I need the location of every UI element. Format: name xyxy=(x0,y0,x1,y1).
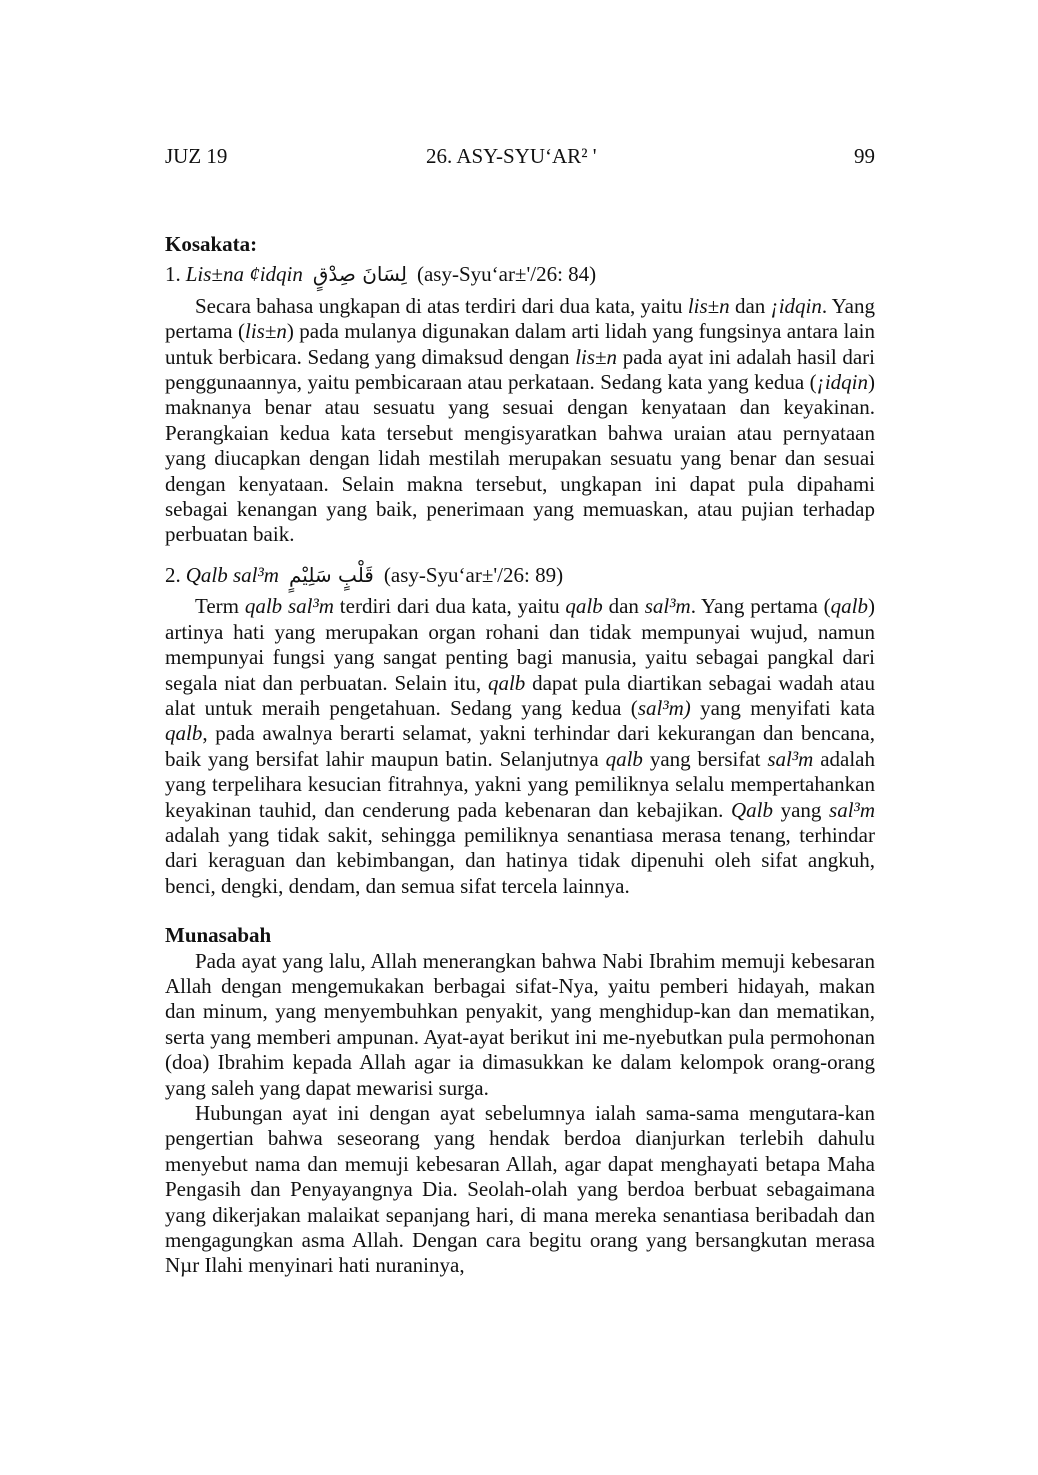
vocab-paragraph-1: Secara bahasa ungkapan di atas terdiri dari dua kata, yaitu lis±n dan ¡idqin. Yang pertama (lis±n) pada mulanya digunakan dalam arti lidah yang fungsinya antara lain untuk berbicara. Sedang yang dimaksud dengan lis±n pada ayat ini adalah hasil dari penggunaannya, yaitu pembicaraan atau perkataan. Sedang kata yang kedua (¡idqin) maknanya benar atau sesuatu yang sesuai dengan kenyataan dan keyakinan. Perangkaian kedua kata tersebut mengisyaratkan bahwa uraian atau pernyataan yang diucapkan dengan lidah mestilah merupakan sesuatu yang benar dan sesuai dengan kenyataan. Selain makna tersebut, ungkapan ini dapat pula dipahami sebagai kenangan yang baik, penerimaan yang memuaskan, atau pujian terhadap perbuatan baik. xyxy=(165,293,875,547)
term-reference: (asy-Syu‘ar±'/26: 89) xyxy=(383,562,564,587)
juz-label: JUZ 19 xyxy=(165,144,228,168)
page-header xyxy=(165,144,875,174)
term-transliteration: Lis±na ¢idqin xyxy=(185,262,303,287)
munasabah-paragraph-2: Hubungan ayat ini dengan ayat sebelumnya ialah sama-sama mengutara-kan pengertian bahwa seseorang yang hendak berdoa dianjurkan terlebih dahulu menyebut nama dan memuji kebesaran Allah, agar dapat menghayati betapa Maha Pengasih dan Penyayangnya Dia. Seolah-olah yang berdoa berbuat sebagaimana yang dikerjakan malaikat sepanjang hari, di mana mereka senantiasa beribadah dan mengagungkan asma Allah. Dengan cara begitu orang yang bersangkutan merasa Nµr Ilahi menyinari hati nuraninya, xyxy=(165,1101,875,1278)
munasabah-heading: Munasabah xyxy=(165,923,272,948)
term-arabic: قَلْبٍ سَلِيْمٍ xyxy=(288,562,374,587)
munasabah-paragraph-1: Pada ayat yang lalu, Allah menerangkan bahwa Nabi Ibrahim memuji kebesaran Allah dengan mengemukakan berbagai sifat-Nya, yaitu pemberi hidayah, makan dan minum, yang menyembuhkan penyakit, yang menghidup-kan dan mematikan, serta yang memberi ampunan. Ayat-ayat berikut ini me-nyebutkan pula permohonan (doa) Ibrahim kepada Allah agar ia dimasukkan ke dalam kelompok orang-orang yang saleh yang dapat mewarisi surga. xyxy=(165,948,875,1100)
term-arabic: لِسَانَ صِدْقٍ xyxy=(312,262,407,287)
surah-title: 26. ASY-SYU‘AR² ' xyxy=(426,144,597,168)
page-number: 99 xyxy=(854,144,875,168)
vocab-term-1 xyxy=(165,262,875,287)
page-body xyxy=(165,232,875,1279)
kosakata-heading: Kosakata: xyxy=(165,232,258,256)
term-transliteration: Qalb sal³m xyxy=(185,562,279,587)
vocab-paragraph-2: Term qalb sal³m terdiri dari dua kata, yaitu qalb dan sal³m. Yang pertama (qalb) artinya hati yang merupakan organ rohani dan tidak mempunyai wujud, namun mempunyai fungsi yang sangat penting bagi manusia, yaitu sebagai pangkal dari segala niat dan perbuatan. Selain itu, qalb dapat pula diartikan sebagai wadah atau alat untuk meraih pengetahuan. Sedang yang kedua (sal³m) yang menyifati kata qalb, pada awalnya berarti selamat, yakni terhindar dari kekurangan dan bencana, baik yang bersifat lahir maupun batin. Selanjutnya qalb yang bersifat sal³m adalah yang terpelihara kesucian fitrahnya, yakni yang pemiliknya selalu mempertahankan keyakinan tauhid, dan cenderung pada kebenaran dan kebajikan. Qalb yang sal³m adalah yang tidak sakit, sehingga pemiliknya senantiasa merasa tenang, terhindar dari keraguan dan kebimbangan, dan hatinya tidak dipenuhi oleh sifat angkuh, benci, dengki, dendam, dan semua sifat tercela lainnya. xyxy=(165,594,875,898)
vocab-term-2 xyxy=(165,563,875,588)
term-number: 2. xyxy=(165,562,181,587)
term-number: 1. xyxy=(165,262,181,287)
term-reference: (asy-Syu‘ar±'/26: 84) xyxy=(416,262,597,287)
